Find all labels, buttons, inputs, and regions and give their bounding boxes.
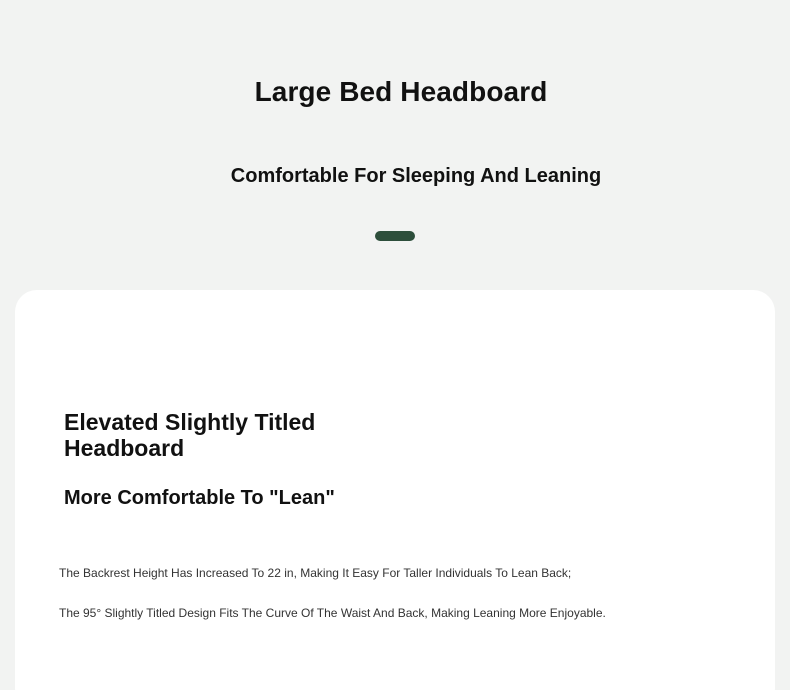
- feature-points: [59, 566, 606, 646]
- feature-point: The 95° Slightly Titled Design Fits The Curve Of The Waist And Back, Making Leaning More Enjoyable.: [59, 606, 606, 620]
- hero-banner: [0, 0, 790, 270]
- feature-card: [15, 290, 775, 690]
- feature-title: Elevated Slightly Titled Headboard: [64, 409, 316, 461]
- carousel-indicator-active[interactable]: [375, 231, 415, 241]
- hero-subtitle: Comfortable For Sleeping And Leaning: [230, 165, 602, 187]
- feature-point: The Backrest Height Has Increased To 22 in, Making It Easy For Taller Individuals To Lean Back;: [59, 566, 572, 580]
- feature-subtitle: More Comfortable To "Lean": [64, 487, 335, 509]
- hero-title: Large Bed Headboard: [254, 76, 548, 107]
